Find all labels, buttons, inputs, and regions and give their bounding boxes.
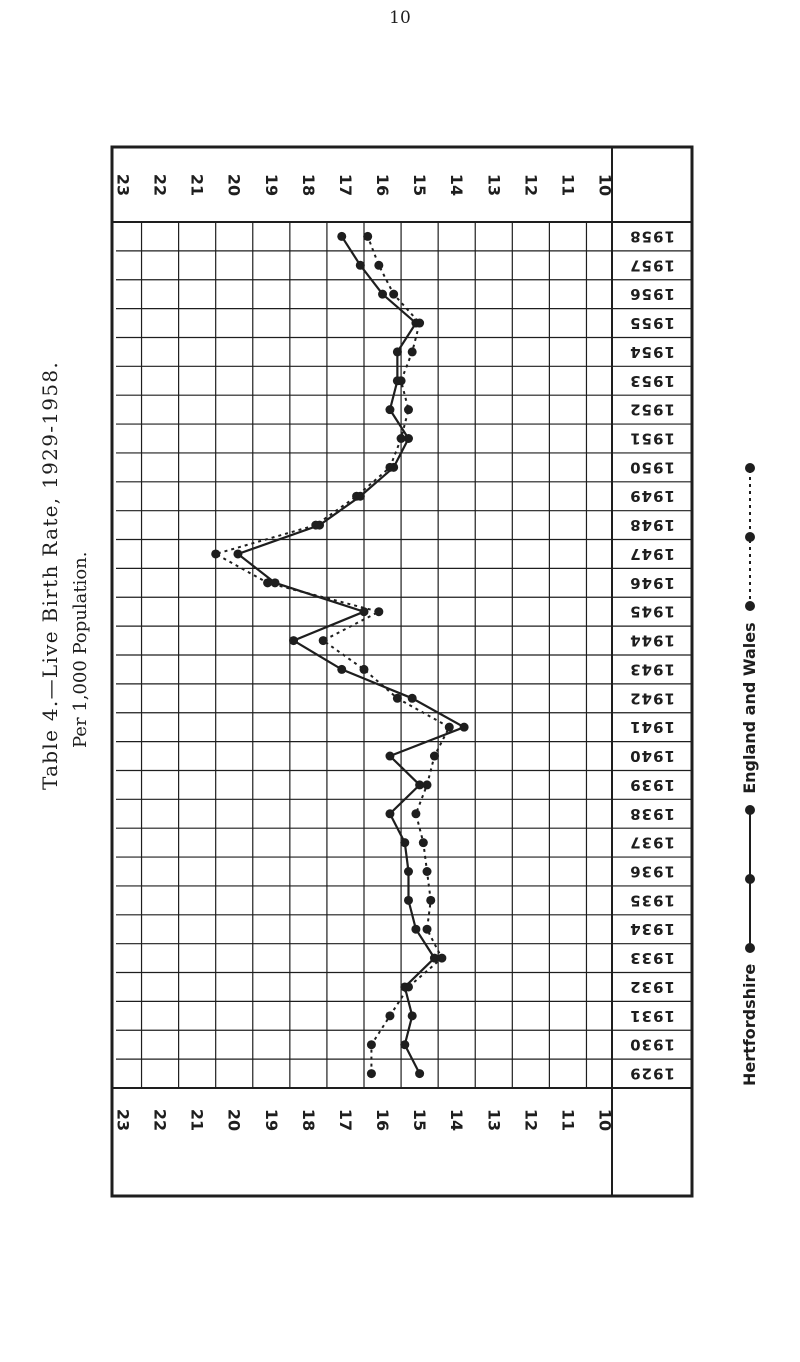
data-point-england-wales (385, 1011, 394, 1020)
data-point-hertfordshire (400, 1040, 409, 1049)
data-point-hertfordshire (393, 347, 402, 356)
tick-label-top: 20 (224, 173, 244, 197)
tick-label-top: 10 (595, 173, 615, 197)
tick-label-bottom: 11 (558, 1108, 578, 1132)
data-point-hertfordshire (415, 1069, 424, 1078)
tick-label-bottom: 20 (224, 1108, 244, 1132)
tick-label-top: 22 (150, 173, 170, 197)
data-point-hertfordshire (337, 665, 346, 674)
year-label: 1936 (629, 862, 675, 881)
year-label: 1955 (629, 314, 675, 333)
data-point-hertfordshire (460, 723, 469, 732)
year-label: 1934 (629, 920, 675, 939)
year-label: 1949 (629, 487, 675, 506)
year-label: 1932 (629, 977, 675, 996)
data-point-hertfordshire (408, 1011, 417, 1020)
table-title: Table 4.—Live Birth Rate, 1929-1958. (38, 360, 62, 790)
data-point-england-wales (385, 463, 394, 472)
year-label: 1948 (629, 516, 675, 535)
data-point-england-wales (423, 925, 432, 934)
data-point-england-wales (411, 809, 420, 818)
tick-label-top: 16 (373, 173, 393, 197)
data-point-hertfordshire (289, 636, 298, 645)
year-label: 1957 (629, 256, 675, 275)
tick-label-top: 17 (335, 173, 355, 197)
data-point-hertfordshire (337, 232, 346, 241)
page-number: 10 (389, 8, 411, 28)
tick-label-top: 12 (521, 173, 541, 197)
tick-label-bottom: 21 (187, 1108, 207, 1132)
tick-label-top: 13 (484, 173, 504, 197)
legend-solid-line-icon (743, 804, 757, 954)
tick-label-top: 18 (298, 173, 318, 197)
year-label: 1940 (629, 747, 675, 766)
data-point-england-wales (363, 232, 372, 241)
data-point-hertfordshire (360, 607, 369, 616)
legend-label-hertfordshire: Hertfordshire (740, 963, 759, 1086)
tick-label-top: 11 (558, 173, 578, 197)
data-point-england-wales (419, 838, 428, 847)
data-point-hertfordshire (385, 752, 394, 761)
data-point-hertfordshire (404, 867, 413, 876)
year-label: 1958 (629, 227, 675, 246)
tick-label-bottom: 10 (595, 1108, 615, 1132)
data-point-england-wales (360, 665, 369, 674)
tick-label-bottom: 23 (113, 1108, 133, 1132)
legend-label-england-wales: England and Wales (740, 622, 759, 794)
year-label: 1953 (629, 371, 675, 390)
data-point-england-wales (397, 376, 406, 385)
year-label: 1944 (629, 631, 675, 650)
tick-label-bottom: 18 (298, 1108, 318, 1132)
tick-label-top: 21 (187, 173, 207, 197)
year-label: 1931 (629, 1006, 675, 1025)
data-point-england-wales (404, 982, 413, 991)
year-label: 1938 (629, 804, 675, 823)
year-label: 1952 (629, 400, 675, 419)
data-point-england-wales (423, 867, 432, 876)
year-label: 1942 (629, 689, 675, 708)
data-point-hertfordshire (356, 261, 365, 270)
data-point-hertfordshire (400, 838, 409, 847)
data-point-england-wales (389, 290, 398, 299)
tick-label-bottom: 14 (447, 1108, 467, 1132)
year-label: 1946 (629, 573, 675, 592)
year-label: 1933 (629, 949, 675, 968)
tick-label-bottom: 19 (261, 1108, 281, 1132)
data-point-england-wales (445, 723, 454, 732)
data-point-england-wales (374, 607, 383, 616)
data-point-hertfordshire (404, 896, 413, 905)
data-point-england-wales (430, 752, 439, 761)
tick-label-top: 19 (261, 173, 281, 197)
tick-label-bottom: 22 (150, 1108, 170, 1132)
data-point-england-wales (367, 1069, 376, 1078)
data-point-england-wales (367, 1040, 376, 1049)
year-label: 1945 (629, 602, 675, 621)
data-point-england-wales (319, 636, 328, 645)
data-point-hertfordshire (408, 694, 417, 703)
data-point-england-wales (374, 261, 383, 270)
year-label: 1939 (629, 775, 675, 794)
data-point-hertfordshire (233, 549, 242, 558)
data-point-england-wales (397, 434, 406, 443)
data-point-england-wales (437, 954, 446, 963)
year-label: 1935 (629, 891, 675, 910)
data-point-hertfordshire (411, 925, 420, 934)
year-label: 1947 (629, 544, 675, 563)
year-label: 1941 (629, 718, 675, 737)
year-label: 1950 (629, 458, 675, 477)
data-point-england-wales (211, 549, 220, 558)
year-label: 1929 (629, 1064, 675, 1083)
legend-dotted-line-icon (743, 462, 757, 612)
tick-label-top: 15 (410, 173, 430, 197)
data-point-england-wales (408, 347, 417, 356)
data-point-england-wales (404, 405, 413, 414)
data-point-england-wales (415, 319, 424, 328)
tick-label-bottom: 13 (484, 1108, 504, 1132)
data-point-hertfordshire (385, 809, 394, 818)
data-point-england-wales (393, 694, 402, 703)
tick-label-bottom: 15 (410, 1108, 430, 1132)
table-subtitle: Per 1,000 Population. (70, 551, 91, 748)
tick-label-bottom: 12 (521, 1108, 541, 1132)
data-point-england-wales (263, 578, 272, 587)
data-point-england-wales (423, 780, 432, 789)
data-point-hertfordshire (378, 290, 387, 299)
year-label: 1954 (629, 342, 675, 361)
data-point-england-wales (426, 896, 435, 905)
data-point-england-wales (311, 521, 320, 530)
data-point-hertfordshire (385, 405, 394, 414)
year-label: 1930 (629, 1035, 675, 1054)
tick-label-top: 23 (113, 173, 133, 197)
chart-legend (740, 452, 759, 1086)
year-label: 1937 (629, 833, 675, 852)
tick-label-bottom: 17 (335, 1108, 355, 1132)
year-label: 1943 (629, 660, 675, 679)
year-label: 1956 (629, 285, 675, 304)
data-point-england-wales (352, 492, 361, 501)
tick-label-bottom: 16 (373, 1108, 393, 1132)
year-label: 1951 (629, 429, 675, 448)
tick-label-top: 14 (447, 173, 467, 197)
